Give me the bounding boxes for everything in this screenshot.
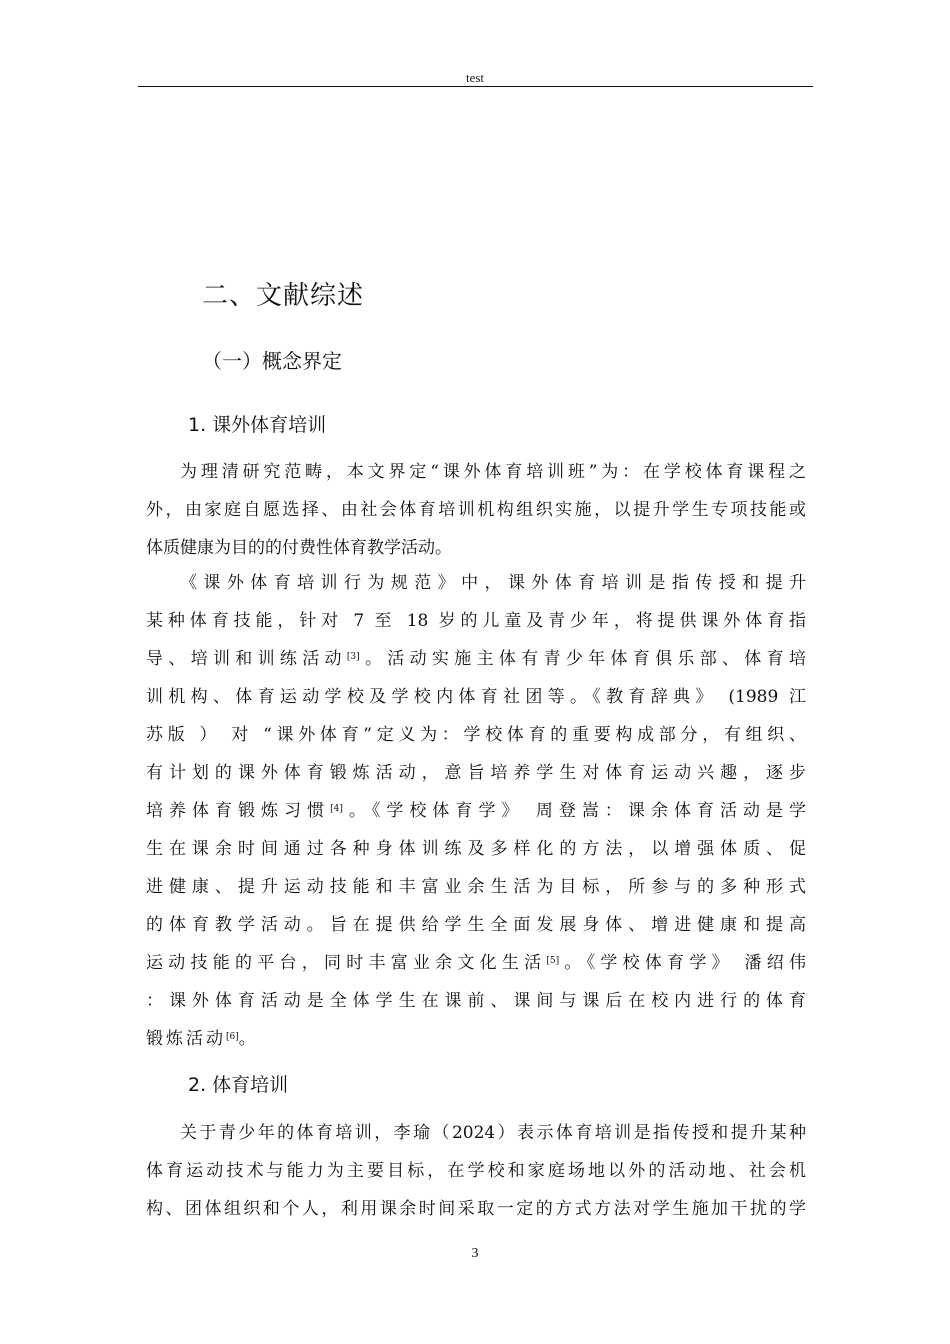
section-title: 二、文献综述 [202, 281, 365, 311]
text-line [146, 647, 806, 671]
header-rule [138, 86, 813, 87]
text-line: 生在课余时间通过各种身体训练及多样化的方法，以增强体质、促 [146, 839, 806, 859]
text-segment: 。《学校体育学》 周登嵩：课余体育活动是学 [342, 801, 807, 821]
text-segment: 。活动实施主体有青少年体育俱乐部、体育培 [359, 649, 807, 669]
text-segment: 。 [238, 1029, 256, 1049]
text-line: 有计划的课外体育锻炼活动，意旨培养学生对体育运动兴趣，逐步 [146, 763, 806, 783]
topic-heading-2: 2. 体育培训 [188, 1074, 289, 1096]
text-line [146, 951, 806, 975]
text-line: 进健康、提升运动技能和丰富业余生活为目标，所参与的多种形式 [146, 877, 806, 897]
text-line: 关于青少年的体育培训，李瑜（2024）表示体育培训是指传授和提升某种 [180, 1123, 806, 1143]
text-segment: 培养体育锻炼习惯 [146, 801, 331, 821]
topic-heading-1: 1. 课外体育培训 [188, 414, 327, 436]
text-line: 某种体育技能，针对 7 至 18 岁的儿童及青少年，将提供课外体育指 [146, 611, 806, 631]
citation-4: [4] [330, 804, 343, 814]
text-line: ：课外体育活动是全体学生在课前、课间与课后在校内进行的体育 [146, 991, 806, 1011]
text-line: 苏版 ） 对 “课外体育”定义为：学校体育的重要构成部分，有组织、 [146, 725, 806, 745]
text-line: 外，由家庭自愿选择、由社会体育培训机构组织实施，以提升学生专项技能或 [146, 500, 806, 520]
citation-3: [3] [346, 652, 360, 662]
text-line: 体质健康为目的的付费性体育教学活动。 [146, 538, 452, 558]
text-line: 的体育教学活动。旨在提供给学生全面发展身体、增进健康和提高 [146, 915, 806, 935]
text-segment: 运动技能的平台，同时丰富业余文化生活 [146, 953, 547, 973]
page-header-text: test [465, 70, 485, 85]
text-segment: 锻炼活动 [146, 1029, 226, 1049]
text-line [146, 799, 806, 823]
page-number: 3 [471, 1246, 479, 1261]
text-line: 《课外体育培训行为规范》中，课外体育培训是指传授和提升 [180, 573, 806, 593]
text-line: 为理清研究范畴，本文界定“课外体育培训班”为：在学校体育课程之 [180, 462, 806, 482]
text-segment: 。《学校体育学》 潘绍伟 [559, 953, 806, 973]
text-line: 训机构、体育运动学校及学校内体育社团等。《教育辞典》 (1989 江 [146, 687, 806, 707]
citation-5: [5] [546, 956, 560, 966]
text-line [146, 1027, 256, 1051]
text-segment: 导、培训和训练活动 [146, 649, 347, 669]
citation-6: [6] [226, 1032, 239, 1042]
text-line: 体育运动技术与能力为主要目标，在学校和家庭场地以外的活动地、社会机 [146, 1161, 806, 1181]
text-line: 构、团体组织和个人，利用课余时间采取一定的方式方法对学生施加干扰的学 [146, 1199, 806, 1219]
subsection-title: （一）概念界定 [202, 349, 342, 373]
